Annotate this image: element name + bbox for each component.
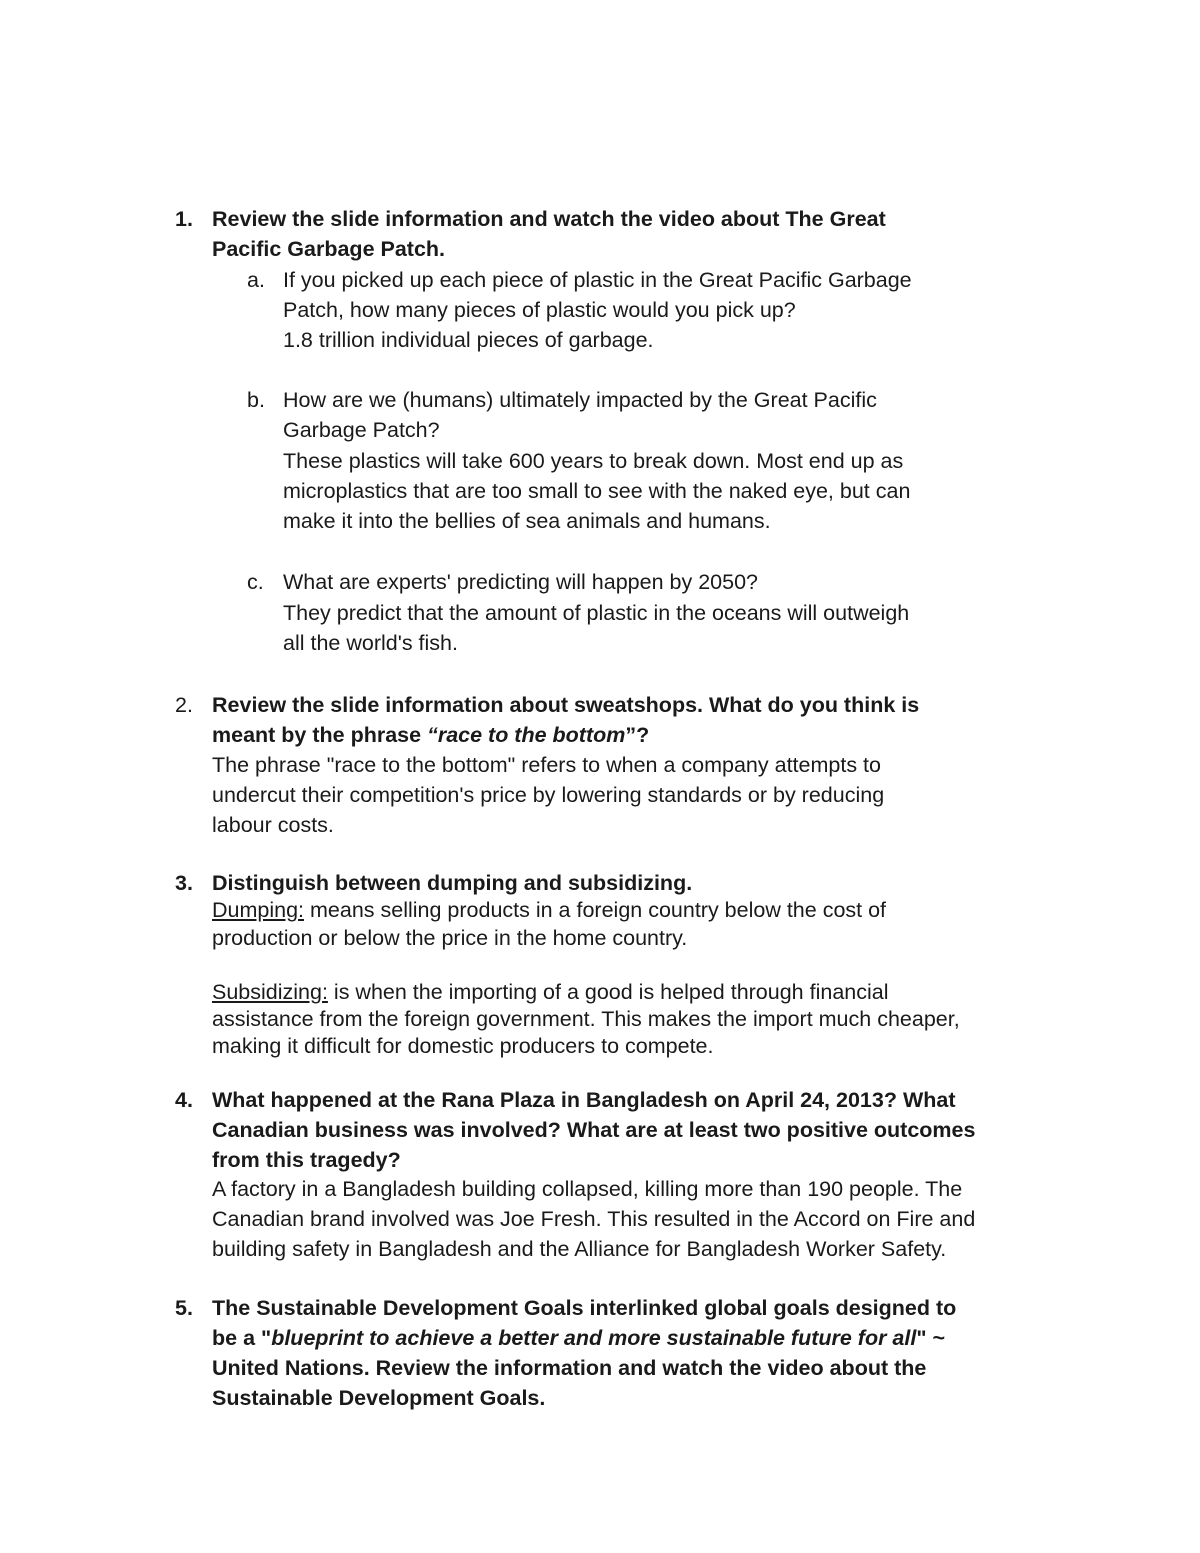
q1c-answer-line-1: They predict that the amount of plastic in the oceans will outweigh <box>283 601 910 625</box>
q3-dumping-line-2: production or below the price in the home country. <box>212 926 688 950</box>
q5-line-2-before: be a " <box>212 1326 272 1350</box>
q2-prompt-before: meant by the phrase <box>212 723 428 747</box>
q3-number: 3. <box>175 871 193 895</box>
q5-line-3: United Nations. Review the information and watch the video about the <box>212 1356 927 1380</box>
q1b-question-line-2: Garbage Patch? <box>283 418 440 442</box>
q1c-answer-line-2: all the world's fish. <box>283 631 458 655</box>
dumping-term: Dumping: <box>212 898 305 922</box>
q1a-question-line-2: Patch, how many pieces of plastic would you pick up? <box>283 298 796 322</box>
q2-answer-line-2: undercut their competition's price by lowering standards or by reducing <box>212 783 885 807</box>
q5-line-1: The Sustainable Development Goals interlinked global goals designed to <box>212 1296 957 1320</box>
q4-prompt-line-3: from this tragedy? <box>212 1148 401 1172</box>
q4-prompt-line-1: What happened at the Rana Plaza in Bangladesh on April 24, 2013? What <box>212 1088 956 1112</box>
q3-subsidizing-line-2: assistance from the foreign government. This makes the import much cheaper, <box>212 1007 960 1031</box>
q4-answer-line-3: building safety in Bangladesh and the Alliance for Bangladesh Worker Safety. <box>212 1237 947 1261</box>
q1-prompt-line-2: Pacific Garbage Patch. <box>212 237 446 261</box>
q2-prompt-line-2 <box>212 720 649 750</box>
q3-dumping-line-1 <box>212 895 886 925</box>
q4-answer-line-2: Canadian brand involved was Joe Fresh. This resulted in the Accord on Fire and <box>212 1207 976 1231</box>
q2-answer-line-3: labour costs. <box>212 813 334 837</box>
q2-prompt-phrase: “race to the bottom <box>427 723 626 747</box>
q1-prompt-line-1: Review the slide information and watch the video about The Great <box>212 207 886 231</box>
q3-subsidizing-line-3: making it difficult for domestic producers to compete. <box>212 1034 714 1058</box>
q1b-answer-line-2: microplastics that are too small to see with the naked eye, but can <box>283 479 911 503</box>
q4-answer-line-1: A factory in a Bangladesh building collapsed, killing more than 190 people. The <box>212 1177 963 1201</box>
subsidizing-term: Subsidizing: <box>212 980 328 1004</box>
q1-number: 1. <box>175 207 193 231</box>
q2-prompt-line-1: Review the slide information about sweatshops. What do you think is <box>212 693 920 717</box>
q2-number: 2. <box>175 693 193 717</box>
q1b-answer-line-3: make it into the bellies of sea animals and humans. <box>283 509 771 533</box>
q3-subsidizing-line-1 <box>212 977 889 1007</box>
q4-number: 4. <box>175 1088 193 1112</box>
q1a-answer-line-1: 1.8 trillion individual pieces of garbage. <box>283 328 654 352</box>
q4-prompt-line-2: Canadian business was involved? What are at least two positive outcomes <box>212 1118 976 1142</box>
q1a-question-line-1: If you picked up each piece of plastic in the Great Pacific Garbage <box>283 268 912 292</box>
q1b-letter: b. <box>247 388 265 412</box>
q1c-question-line-1: What are experts' predicting will happen by 2050? <box>283 570 758 594</box>
q2-answer-line-1: The phrase "race to the bottom" refers to when a company attempts to <box>212 753 881 777</box>
subsidizing-definition: is when the importing of a good is helped through financial <box>327 980 889 1004</box>
q5-line-4: Sustainable Development Goals. <box>212 1386 546 1410</box>
q5-number: 5. <box>175 1296 193 1320</box>
q2-prompt-after: ”? <box>625 723 650 747</box>
q1b-question-line-1: How are we (humans) ultimately impacted by the Great Pacific <box>283 388 877 412</box>
q5-line-2 <box>212 1323 945 1353</box>
q1c-letter: c. <box>247 570 264 594</box>
q5-quote: blueprint to achieve a better and more sustainable future for all <box>271 1326 917 1350</box>
q5-line-2-after: " ~ <box>916 1326 946 1350</box>
q1a-letter: a. <box>247 268 265 292</box>
dumping-definition: means selling products in a foreign country below the cost of <box>304 898 887 922</box>
q1b-answer-line-1: These plastics will take 600 years to break down. Most end up as <box>283 449 904 473</box>
q3-prompt: Distinguish between dumping and subsidizing. <box>212 871 693 895</box>
